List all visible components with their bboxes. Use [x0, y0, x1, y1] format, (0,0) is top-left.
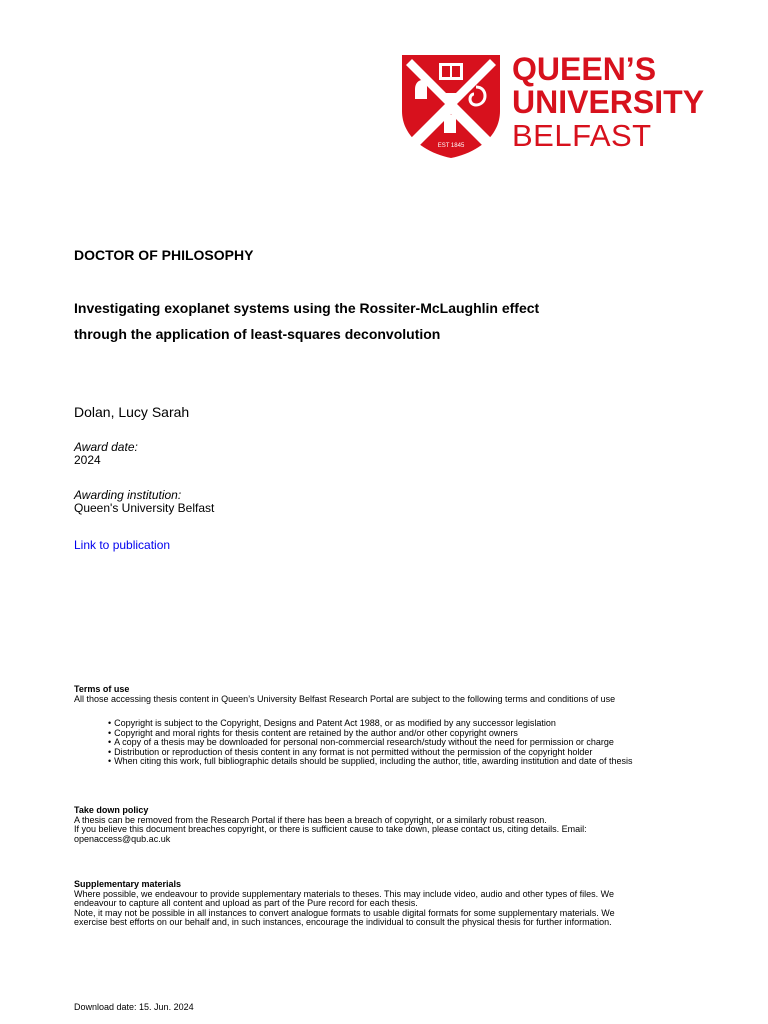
supplementary-line: endeavour to capture all content and upload as part of the Pure record for each thesis. [74, 898, 418, 908]
terms-heading: Terms of use [74, 684, 130, 694]
institution-value: Queen's University Belfast [74, 501, 215, 515]
take-down-policy [74, 806, 694, 844]
supplementary-line: Note, it may not be possible in all instances to convert analogue formats to usable digital formats for some supplementary materials. We [74, 907, 615, 918]
university-wordmark [512, 53, 704, 152]
institution-label: Awarding institution: [74, 488, 182, 502]
list-item: • Copyright is subject to the Copyright, Designs and Patent Act 1988, or as modified by any successor legislation [108, 719, 724, 729]
supplementary-line: exercise best efforts on our behalf and, in such instances, encourage the individual to consult the physical thesis for further information. [74, 917, 612, 927]
terms-list [74, 719, 724, 767]
title-line-2: through the application of least-squares deconvolution [74, 326, 441, 342]
download-date: Download date: 15. Jun. 2024 [74, 1002, 194, 1012]
list-item: • When citing this work, full bibliographic details should be supplied, including the author, title, awarding institution and date of thesis [108, 757, 724, 767]
supplementary-line: Where possible, we endeavour to provide supplementary materials to theses. This may include video, audio and other types of files. We [74, 888, 614, 899]
terms-intro: All those accessing thesis content in Queen’s University Belfast Research Portal are subject to the following terms and conditions of use [74, 693, 616, 704]
list-item: • Distribution or reproduction of thesis content in any format is not permitted without the permission of the copyright holder [108, 748, 724, 758]
supplementary-materials [74, 880, 714, 928]
wordmark-line-2: UNIVERSITY [512, 84, 705, 120]
shield-crest-icon [400, 53, 502, 159]
degree-heading: DOCTOR OF PHILOSOPHY [74, 247, 254, 263]
wordmark-line-3: BELFAST [512, 118, 652, 153]
publication-link[interactable]: Link to publication [74, 538, 171, 552]
takedown-line: A thesis can be removed from the Research Portal if there has been a breach of copyright, or a similarly robust reason. [74, 814, 547, 825]
thesis-title [74, 295, 694, 347]
award-date-block [74, 441, 138, 467]
takedown-line: If you believe this document breaches copyright, or there is sufficient cause to take down, please contact us, citing details. Email: [74, 824, 587, 834]
author-name: Dolan, Lucy Sarah [74, 404, 190, 420]
wordmark-line-1: QUEEN’S [512, 51, 657, 87]
takedown-email: openaccess@qub.ac.uk [74, 833, 171, 844]
institution-block [74, 489, 214, 515]
list-item: • A copy of a thesis may be downloaded for personal non-commercial research/study without the need for permission or charge [108, 738, 724, 748]
award-date-value: 2024 [74, 453, 101, 467]
university-logo [400, 53, 720, 161]
terms-of-use [74, 685, 724, 767]
supplementary-heading: Supplementary materials [74, 879, 182, 889]
award-date-label: Award date: [74, 440, 138, 454]
title-line-1: Investigating exoplanet systems using the Rossiter-McLaughlin effect [74, 300, 540, 316]
shield-text: EST 1845 [437, 143, 465, 149]
list-item: • Copyright and moral rights for thesis content are retained by the author and/or other copyright owners [108, 729, 724, 739]
takedown-heading: Take down policy [74, 805, 149, 815]
